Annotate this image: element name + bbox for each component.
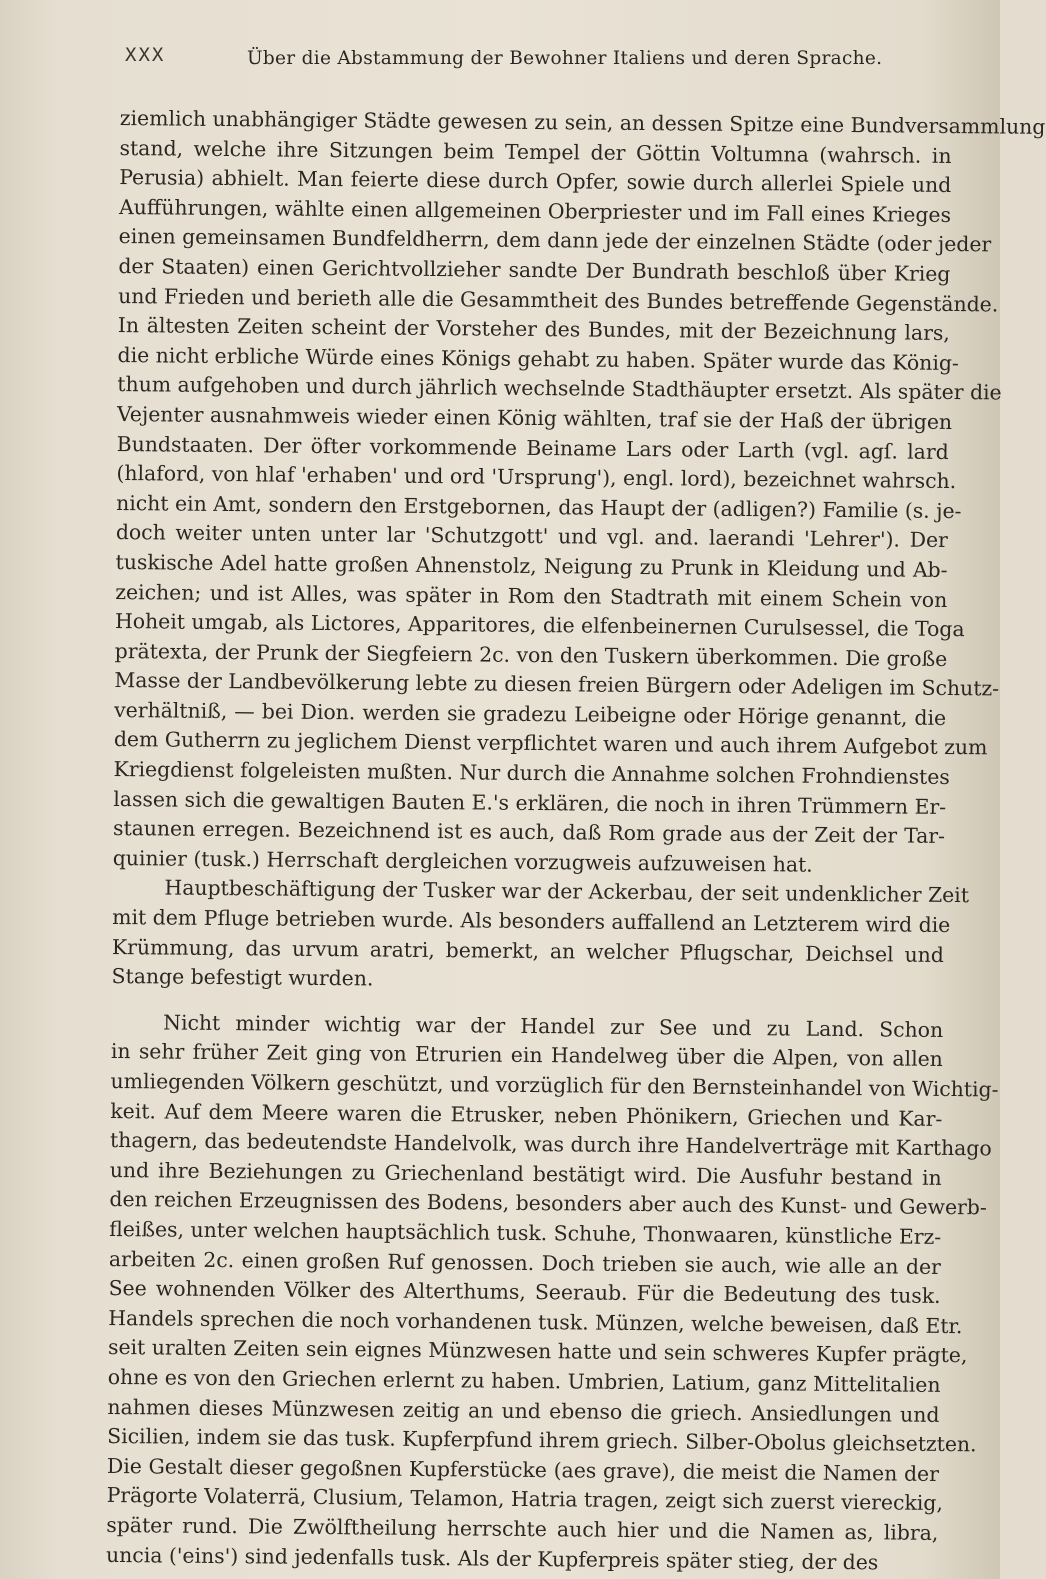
text-line: den reichen Erzeugnissen des Bodens, besonders aber auch des Kunst- und Gewerb- [109,1187,987,1220]
text-line: der Staaten) einen Gerichtvollzieher sandte Der Bundrath beschloß über Krieg [118,253,951,286]
text-line: ohne es von den Griechen erlernt zu haben. Umbrien, Latium, ganz Mittelitalien [107,1364,941,1397]
text-line: quinier (tusk.) Herrschaft dergleichen vorzugweis aufzuweisen hat. [112,845,813,877]
text-line: stand, welche ihre Sitzungen beim Tempel der Göttin Voltumna (wahrsch. in [119,135,952,168]
text-line: Kriegdienst folgeleisten mußten. Nur durch die Annahme solchen Frohndienstes [113,757,950,790]
text-line: Hauptbeschäftigung der Tusker war der Ackerbau, der seit undenklicher Zeit [164,875,970,908]
text-line: tuskische Adel hatte großen Ahnenstolz, Neigung zu Prunk in Kleidung und Ab- [115,549,948,582]
text-line: fleißes, unter welchen hauptsächlich tusk. Schuhe, Thonwaaren, künstliche Erz- [109,1216,942,1249]
text-line: thagern, das bedeutendste Handelvolk, was durch ihre Handelverträge mit Karthago [109,1128,992,1161]
text-line: Masse der Landbevölkerung lebte zu diesen freien Bürgern oder Adeligen im Schutz- [114,668,1000,701]
text-line: umliegenden Völkern geschützt, und vorzüglich für den Bernsteinhandel von Wichtig- [110,1068,999,1102]
text-line: See wohnenden Völker des Alterthums, Seeraub. Für die Bedeutung des tusk. [108,1276,941,1309]
text-line: uncia ('eins') sind jedenfalls tusk. Als der Kupferpreis später stieg, der des [105,1542,879,1574]
text-line: zeichen; und ist Alles, was später in Rom den Stadtrath mit einem Schein von [115,579,948,612]
paragraph [112,104,1046,881]
text-line: Krümmung, das urvum aratri, bemerkt, an welcher Pflugschar, Deichsel und [111,934,944,967]
text-line: Prägorte Volaterrä, Clusium, Telamon, Hatria tragen, zeigt sich zuerst viereckig, [106,1483,944,1516]
text-line: staunen erregen. Bezeichnend ist es auch, daß Rom grade aus der Zeit der Tar- [112,816,946,849]
text-line: später rund. Die Zwölftheilung herrschte auch hier und die Namen as, libra, [106,1512,939,1545]
text-line: Vejenter ausnahmweis wieder einen König wählten, traf sie der Haß der übrigen [116,401,953,434]
text-line: Handels sprechen die noch vorhandenen tusk. Münzen, welche beweisen, daß Etr. [108,1305,963,1338]
text-line: ziemlich unabhängiger Städte gewesen zu sein, an dessen Spitze eine Bundversammlung [119,105,1046,139]
text-line: thum aufgehoben und durch jährlich wechselnde Stadthäupter ersetzt. Als später die [117,372,1002,405]
text-line: keit. Auf dem Meere waren die Etrusker, neben Phönikern, Griechen und Kar- [110,1098,943,1131]
text-line: Bundstaaten. Der öfter vorkommende Beiname Lars oder Larth (vgl. agſ. lard [116,431,949,464]
text-line: Aufführungen, wählte einen allgemeinen Oberpriester und im Fall eines Krieges [118,194,952,227]
text-line: nicht ein Amt, sondern den Erstgebornen, das Haupt der (adligen?) Familie (s. je- [116,490,962,523]
paragraph [105,1008,999,1578]
text-line: dem Gutherrn zu jeglichem Dienst verpflichtet waren und auch ihrem Aufgebot zum [113,727,988,760]
text-line: Nicht minder wichtig war der Handel zur See und zu Land. Schon [163,1010,944,1042]
text-line: und ihre Beziehungen zu Griechenland bestätigt wird. Die Ausfuhr bestand in [109,1157,942,1190]
text-line: Die Gestalt dieser gegoßnen Kupferstücke (aes grave), die meist die Namen der [106,1453,940,1486]
text-line: in sehr früher Zeit ging von Etrurien ein Handelweg über die Alpen, von allen [110,1039,943,1072]
text-line: seit uralten Zeiten sein eignes Münzwesen hatte und sein schweres Kupfer prägte, [107,1335,968,1368]
text-line: doch weiter unten unter lar 'Schutzgott' und vgl. and. laerandi 'Lehrer'). Der [115,520,948,553]
text-line: einen gemeinsamen Bundfeldherrn, dem dann jede der einzelnen Städte (oder jeder [118,224,992,257]
page-header [125,44,883,80]
text-line: (hlaford, von hlaf 'erhaben' und ord 'Ursprung'), engl. lord), bezeichnet wahrsch. [116,461,957,494]
text-line: arbeiten 2c. einen großen Ruf genossen. Doch trieben sie auch, wie alle an der [108,1246,941,1279]
text-line: verhältniß, — bei Dion. werden sie gradezu Leibeigne oder Hörige genannt, die [114,697,947,730]
text-line: Hoheit umgab, als Lictores, Apparitores, die elfenbeinernen Curulsessel, die Toga [114,609,965,642]
text-line: Stange befestigt wurden. [111,964,374,991]
text-line: und Frieden und berieth alle die Gesammtheit des Bundes betreffende Gegenstände. [118,283,999,317]
text-line: In ältesten Zeiten scheint der Vorsteher des Bundes, mit der Bezeichnung lars, [117,313,950,346]
running-title: Über die Abstammung der Bewohner Italiens und deren Sprache. [247,48,883,69]
body-text [105,104,1046,1578]
text-line: Sicilien, indem sie das tusk. Kupferpfund ihrem griech. Silber-Obolus gleichsetzten. [107,1424,977,1457]
text-line: Perusia) abhielt. Man feierte diese durch Opfer, sowie durch allerlei Spiele und [119,165,952,198]
text-line: die nicht erbliche Würde eines Königs gehabt zu haben. Später wurde das König- [117,342,959,375]
text-line: prätexta, der Prunk der Siegfeiern 2c. von den Tuskern überkommen. Die große [114,638,948,671]
text-line: lassen sich die gewaltigen Bauten E.'s erklären, die noch in ihren Trümmern Er- [113,786,947,819]
text-line: nahmen dieses Münzwesen zeitig an und ebenso die griech. Ansiedlungen und [107,1394,940,1427]
text-line: mit dem Pfluge betrieben wurde. Als besonders auffallend an Letzterem wird die [112,904,951,938]
page-number: XXX [125,44,166,66]
paragraph [111,873,970,999]
